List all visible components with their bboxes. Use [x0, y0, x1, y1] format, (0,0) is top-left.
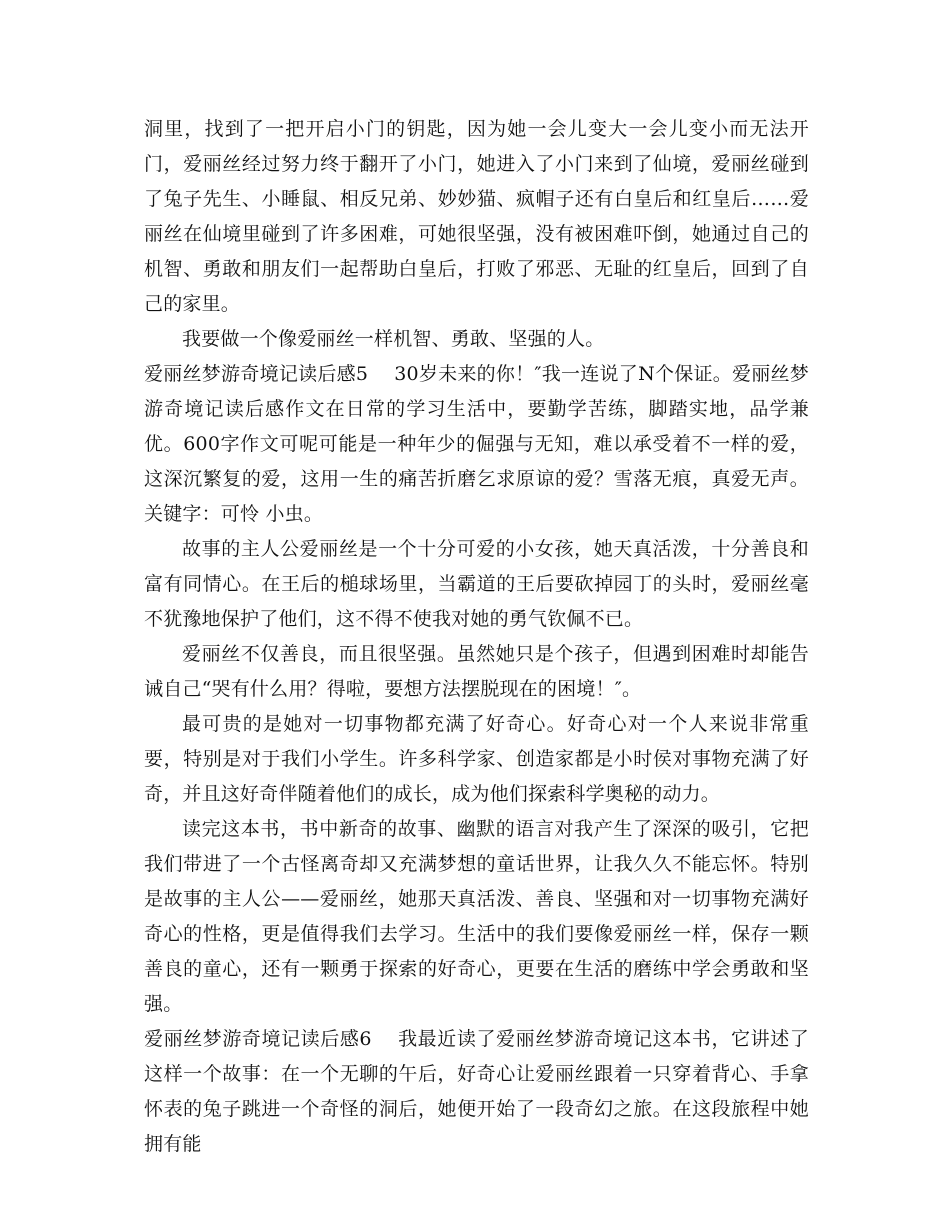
- document-body: [144, 112, 809, 1162]
- essay-6-heading: 爱丽丝梦游奇境记读后感6: [144, 1028, 372, 1050]
- paragraph-reflection: 读完这本书，书中新奇的故事、幽默的语言对我产生了深深的吸引，它把我们带进了一个古怪离奇却又充满梦想的童话世界，让我久久不能忘怀。特别是故事的主人公——爱丽丝，她那天真活泼、善良、坚强和对一切事物充满好奇心的性格，更是值得我们去学习。生活中的我们要像爱丽丝一样，保存一颗善良的童心，还有一颗勇于探索的好奇心，更要在生活的磨练中学会勇敢和坚强。: [144, 818, 809, 1015]
- essay-6-text: 我最近读了爱丽丝梦游奇境记这本书，它讲述了这样一个故事：在一个无聊的午后，好奇心让爱丽丝跟着一只穿着背心、手拿怀表的兔子跳进一个奇怪的洞后，她便开始了一段奇幻之旅。在这段旅程中她拥有能: [144, 1028, 809, 1155]
- essay-5-text: 30岁未来的你！″我一连说了N个保证。爱丽丝梦游奇境记读后感作文在日常的学习生活中，要勤学苦练，脚踏实地，品学兼优。600字作文可呢可能是一种年少的倔强与无知，难以承受着不一样的爱，这深沉繁复的爱，这用一生的痛苦折磨乞求原谅的爱？雪落无痕，真爱无声。关键字：可怜 小虫。: [144, 363, 809, 525]
- paragraph-curiosity: 最可贵的是她对一切事物都充满了好奇心。好奇心对一个人来说非常重要，特别是对于我们小学生。许多科学家、创造家都是小时侯对事物充满了好奇，并且这好奇伴随着他们的成长，成为他们探索科学奥秘的动力。: [144, 713, 809, 805]
- paragraph-protagonist: 故事的主人公爱丽丝是一个十分可爱的小女孩，她天真活泼，十分善良和富有同情心。在王后的槌球场里，当霸道的王后要砍掉园丁的头时，爱丽丝毫不犹豫地保护了他们，这不得不使我对她的勇气钦佩不已。: [144, 538, 809, 630]
- essay-5-paragraph: [144, 357, 809, 532]
- essay-6-paragraph: [144, 1022, 809, 1162]
- paragraph-resolution: 我要做一个像爱丽丝一样机智、勇敢、坚强的人。: [182, 328, 605, 350]
- essay-5-heading: 爱丽丝梦游奇境记读后感5: [144, 363, 369, 385]
- paragraph-strong: 爱丽丝不仅善良，而且很坚强。虽然她只是个孩子，但遇到困难时却能告诫自己“哭有什么用？得啦，要想方法摆脱现在的困境！″。: [144, 643, 809, 700]
- paragraph-continuation: 洞里，找到了一把开启小门的钥匙，因为她一会儿变大一会儿变小而无法开门，爱丽丝经过努力终于翻开了小门，她进入了小门来到了仙境，爱丽丝碰到了兔子先生、小睡鼠、相反兄弟、妙妙猫、疯帽子还有白皇后和红皇后……爱丽丝在仙境里碰到了许多困难，可她很坚强，没有被困难吓倒，她通过自己的机智、勇敢和朋友们一起帮助白皇后，打败了邪恶、无耻的红皇后，回到了自己的家里。: [144, 118, 809, 315]
